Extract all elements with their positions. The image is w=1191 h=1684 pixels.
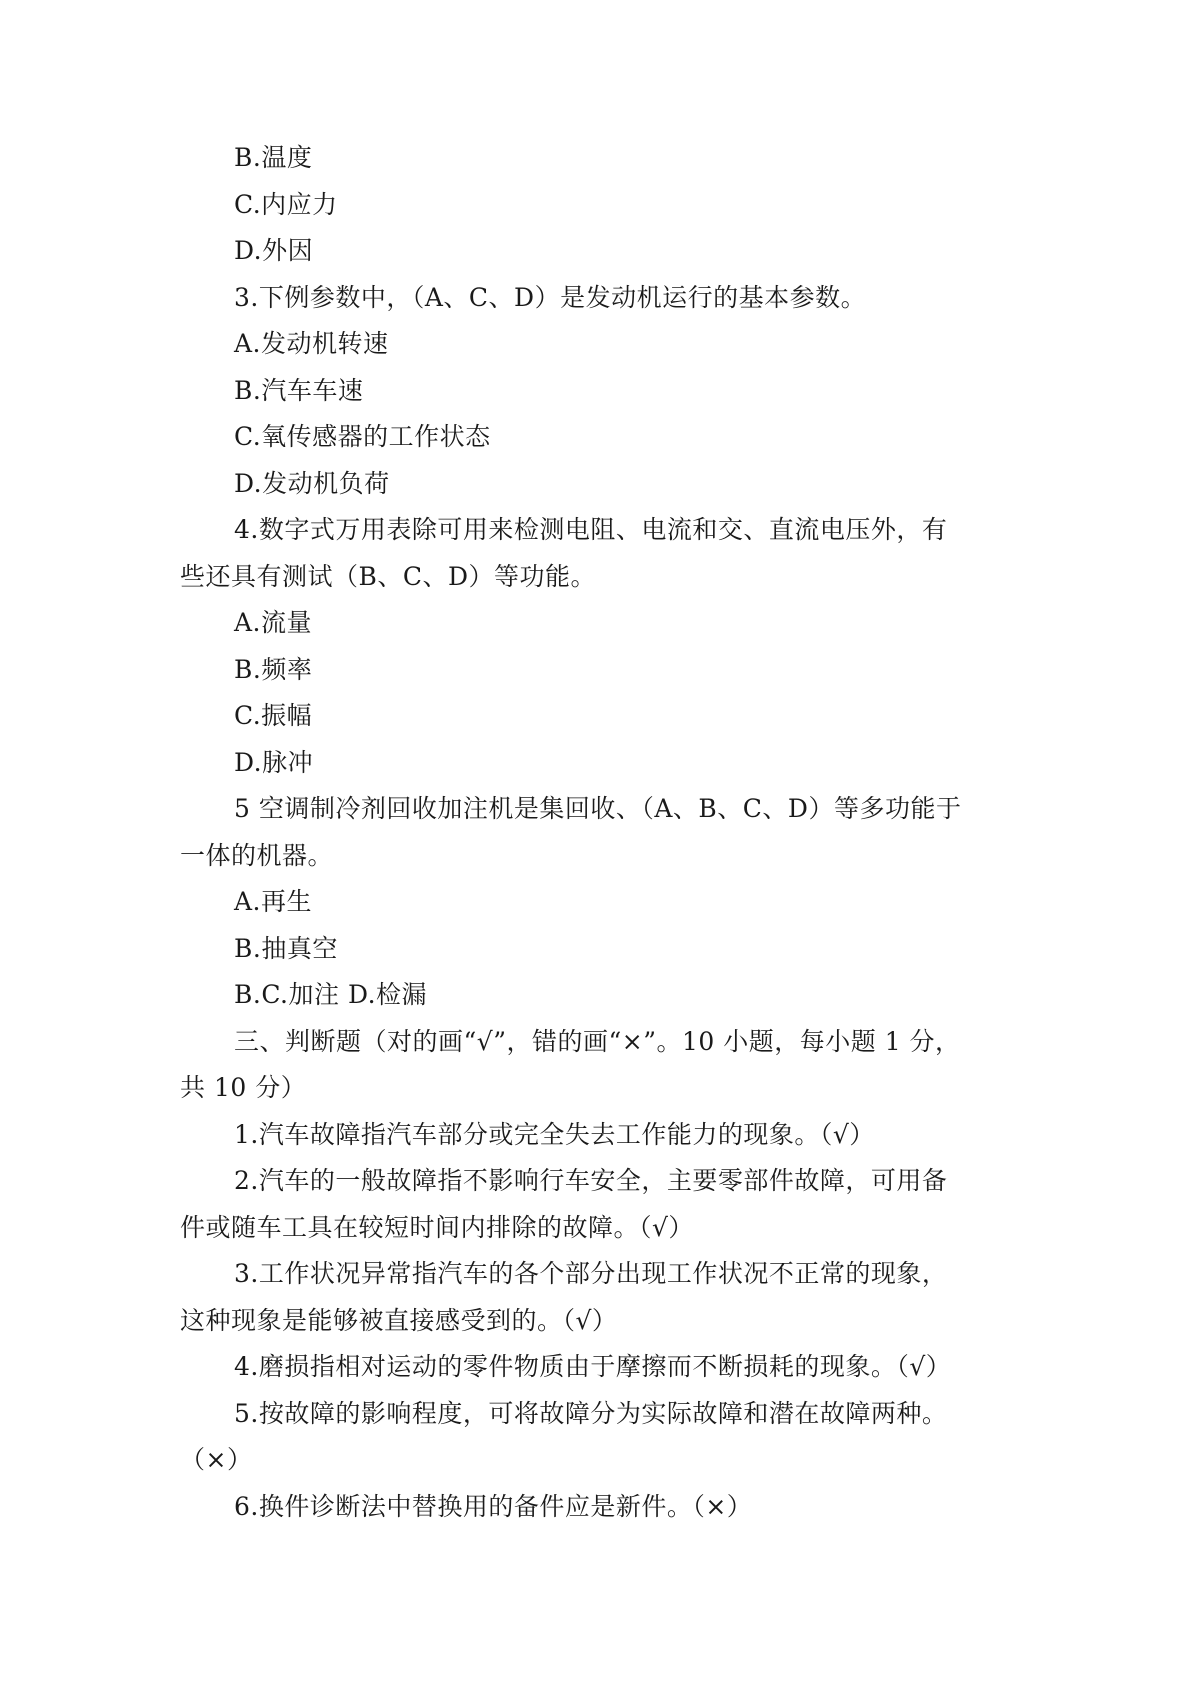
option-line: D.发动机负荷: [234, 468, 390, 498]
statement-line-continued: 件或随车工具在较短时间内排除的故障。（√）: [180, 1212, 694, 1242]
document-body: [180, 135, 1025, 1530]
option-line: B.抽真空: [234, 933, 338, 963]
option-line: A.再生: [234, 887, 313, 916]
question-line: 3.下例参数中，（A、C、D）是发动机运行的基本参数。: [234, 282, 867, 312]
statement-line-continued: （×）: [180, 1445, 253, 1474]
option-line: B.温度: [234, 143, 313, 172]
question-line-continued: 一体的机器。: [180, 840, 334, 870]
section-heading: 三、判断题（对的画“√”，错的画“×”。10 小题，每小题 1 分，: [234, 1026, 961, 1056]
statement-line: 1.汽车故障指汽车部分或完全失去工作能力的现象。（√）: [234, 1119, 875, 1149]
section-heading-continued: 共 10 分）: [180, 1073, 307, 1102]
statement-line: 6.换件诊断法中替换用的备件应是新件。（×）: [234, 1491, 753, 1521]
question-line: 4.数字式万用表除可用来检测电阻、电流和交、直流电压外，有: [234, 515, 948, 544]
question-line: 5 空调制冷剂回收加注机是集回收、（A、B、C、D）等多功能于: [234, 794, 962, 823]
statement-line: 2.汽车的一般故障指不影响行车安全，主要零部件故障，可用备: [234, 1166, 948, 1195]
option-line: B.频率: [234, 654, 313, 684]
statement-line-continued: 这种现象是能够被直接感受到的。（√）: [180, 1305, 618, 1335]
option-line: C.氧传感器的工作状态: [234, 422, 491, 451]
option-line: A.发动机转速: [234, 329, 389, 358]
option-line: D.脉冲: [234, 747, 314, 777]
statement-line: 3.工作状况异常指汽车的各个部分出现工作状况不正常的现象，: [234, 1259, 948, 1288]
question-line-continued: 些还具有测试（B、C、D）等功能。: [180, 561, 597, 591]
option-line: A.流量: [234, 608, 313, 637]
option-line: B.C.加注 D.检漏: [234, 980, 428, 1009]
option-line: B.汽车车速: [234, 375, 364, 405]
option-line: C.内应力: [234, 189, 338, 219]
option-line: D.外因: [234, 236, 314, 265]
option-line: C.振幅: [234, 701, 313, 730]
statement-line: 4.磨损指相对运动的零件物质由于摩擦而不断损耗的现象。（√）: [234, 1352, 952, 1381]
statement-line: 5.按故障的影响程度，可将故障分为实际故障和潜在故障两种。: [234, 1398, 948, 1428]
